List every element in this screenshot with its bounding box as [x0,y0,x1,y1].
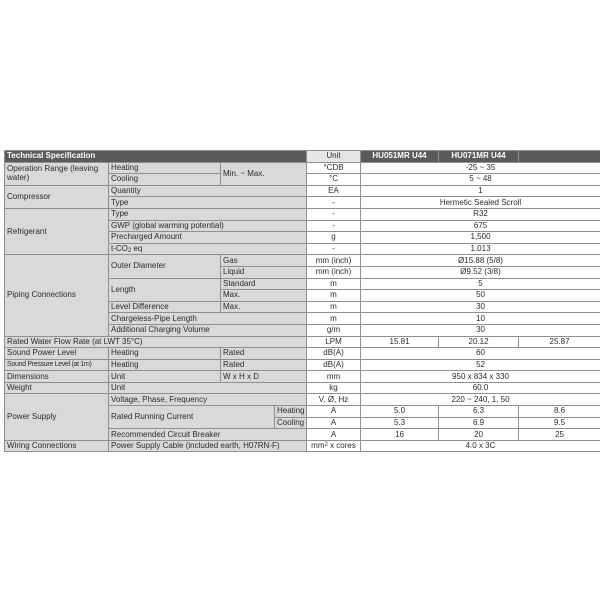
label-rated-running-current: Rated Running Current [109,406,275,429]
unit-refrigerant-type: - [307,208,361,220]
label-sound-pressure-heating: Heating [109,359,221,371]
unit-lpm: LPM [307,336,361,348]
value-liquid: Ø9.52 (3/8) [361,266,600,278]
value-current-cooling-2: 6.9 [439,417,519,429]
label-sound-pressure-rated: Rated [221,359,307,371]
label-vpf: Voltage, Phase, Frequency [109,394,307,406]
unit-gwp: - [307,220,361,232]
category-weight: Weight [5,382,109,394]
label-whd: W x H x D [221,371,307,383]
value-current-cooling-1: 5.3 [361,417,439,429]
value-water-flow-2: 20.12 [439,336,519,348]
label-sound-power-rated: Rated [221,348,307,360]
label-level-difference: Level Difference [109,301,221,313]
unit-vpf: V, Ø, Hz [307,394,361,406]
value-current-heating-1: 5.0 [361,406,439,418]
label-outer-diameter: Outer Diameter [109,255,221,278]
value-gwp: 675 [361,220,600,232]
unit-header: Unit [307,151,361,163]
value-wiring: 4.0 x 3C [361,440,600,452]
value-cooling-range: 5 ~ 48 [361,174,600,186]
unit-ea: EA [307,185,361,197]
label-dimensions-unit: Unit [109,371,221,383]
label-length-max: Max. [221,290,307,302]
label-weight-unit: Unit [109,382,307,394]
unit-level: m [307,301,361,313]
value-gas: Ø15.88 (5/8) [361,255,600,267]
label-current-heating: Heating [275,406,307,418]
label-compressor-type: Type [109,197,307,209]
label-gwp: GWP (global warming potential) [109,220,307,232]
category-piping: Piping Connections [5,255,109,336]
category-operation-range: Operation Range (leaving water) [5,162,109,185]
unit-gas: mm (inch) [307,255,361,267]
label-quantity: Quantity [109,185,307,197]
category-sound-pressure: Sound Pressure Level (at 1m) [5,359,109,371]
value-precharged: 1,500 [361,232,600,244]
unit-standard: m [307,278,361,290]
value-sound-pressure: 52 [361,359,600,371]
tco2-subscript: 2 [127,248,132,255]
label-heating: Heating [109,162,221,174]
value-quantity: 1 [361,185,600,197]
category-wiring: Wiring Connections [5,440,109,452]
label-min-max: Min. ~ Max. [221,162,307,185]
unit-compressor-type: - [307,197,361,209]
category-water-flow: Rated Water Flow Rate (at LWT 35°C) [5,336,307,348]
value-water-flow-3: 25.87 [519,336,600,348]
unit-current-cooling: A [307,417,361,429]
value-length-max: 50 [361,290,600,302]
label-tco2 [109,243,307,255]
unit-sound-power: dB(A) [307,348,361,360]
label-additional-charging: Additional Charging Volume [109,324,307,336]
unit-tco2: - [307,243,361,255]
category-power-supply: Power Supply [5,394,109,440]
label-circuit-breaker: Recommended Circuit Breaker [109,429,307,441]
model-header-1: HU051MR U44 [361,151,439,163]
label-chargeless: Chargeless-Pipe Length [109,313,307,325]
unit-breaker: A [307,429,361,441]
label-sound-power-heating: Heating [109,348,221,360]
label-standard: Standard [221,278,307,290]
table-title: Technical Specification [5,151,307,163]
mm2-superscript: 2 [324,442,328,449]
value-level: 30 [361,301,600,313]
unit-c: °C [307,174,361,186]
value-current-heating-2: 6.3 [439,406,519,418]
header-row [5,151,600,163]
unit-kg: kg [307,382,361,394]
unit-mm: mm [307,371,361,383]
model-header-2: HU071MR U44 [439,151,519,163]
label-liquid: Liquid [221,266,307,278]
category-refrigerant: Refrigerant [5,208,109,254]
label-power-supply-cable: Power Supply Cable (included earth, H07RN-F) [109,440,307,452]
unit-liquid: mm (inch) [307,266,361,278]
value-dimensions: 950 x 834 x 330 [361,371,600,383]
unit-length-max: m [307,290,361,302]
value-water-flow-1: 15.81 [361,336,439,348]
unit-g: g [307,232,361,244]
category-dimensions: Dimensions [5,371,109,383]
mm2-suffix: x cores [327,441,356,451]
unit-cdb: °CDB [307,162,361,174]
label-current-cooling: Cooling [275,417,307,429]
technical-specification-table [4,150,600,452]
label-length: Length [109,278,221,301]
value-additional: 30 [361,324,600,336]
value-breaker-1: 16 [361,429,439,441]
category-compressor: Compressor [5,185,109,208]
tco2-suffix: eq [131,244,143,254]
value-weight: 60.0 [361,382,600,394]
label-cooling: Cooling [109,174,221,186]
label-refrigerant-type: Type [109,208,307,220]
value-breaker-2: 20 [439,429,519,441]
unit-current-heating: A [307,406,361,418]
value-refrigerant-type: R32 [361,208,600,220]
value-chargeless: 10 [361,313,600,325]
unit-additional: g/m [307,324,361,336]
unit-chargeless: m [307,313,361,325]
unit-mm2-cores [307,440,361,452]
unit-sound-pressure: dB(A) [307,359,361,371]
value-sound-power: 60 [361,348,600,360]
tco2-prefix: t-CO [111,244,128,254]
category-sound-power: Sound Power Level [5,348,109,360]
label-gas: Gas [221,255,307,267]
value-compressor-type: Hermetic Sealed Scroll [361,197,600,209]
value-heating-range: -25 ~ 35 [361,162,600,174]
mm2-prefix: mm [311,441,325,451]
value-tco2: 1.013 [361,243,600,255]
label-level-max: Max. [221,301,307,313]
value-vpf: 220 ~ 240, 1, 50 [361,394,600,406]
value-current-cooling-3: 9.5 [519,417,600,429]
value-breaker-3: 25 [519,429,600,441]
value-current-heating-3: 8.6 [519,406,600,418]
label-precharged: Precharged Amount [109,232,307,244]
model-header-3: HU091MR U44 [519,151,600,163]
value-standard: 5 [361,278,600,290]
